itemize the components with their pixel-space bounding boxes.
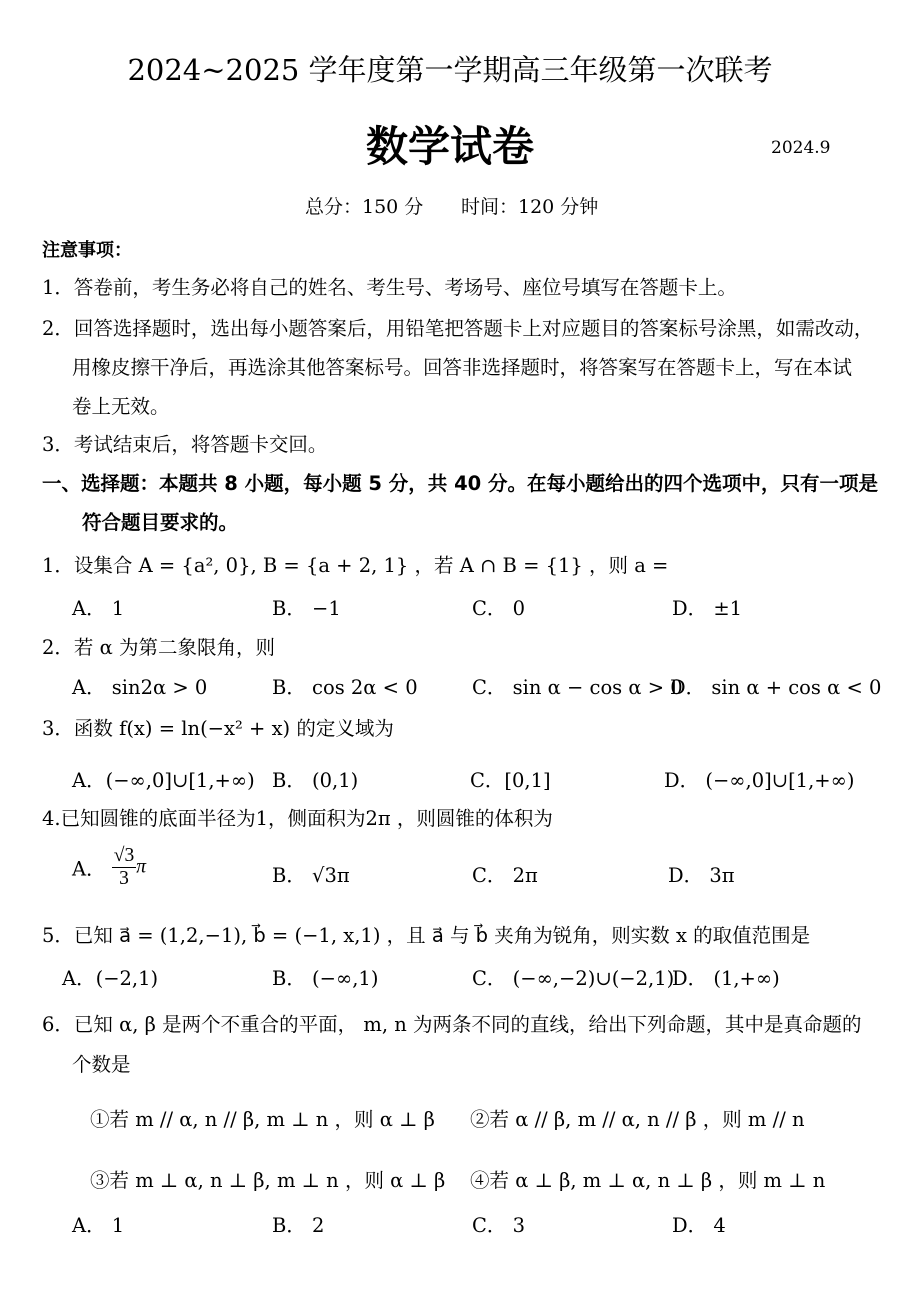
- question-2-option-c: C． sin α − cos α > 0: [472, 676, 683, 699]
- question-4-option-b: B． √3π: [272, 864, 350, 887]
- question-4-option-c: C． 2π: [472, 864, 538, 887]
- note-1: 1．答卷前，考生务必将自己的姓名、考生号、考场号、座位号填写在答题卡上。: [42, 276, 737, 299]
- question-5-option-d: D． (1,+∞): [672, 967, 780, 990]
- question-6-option-c: C． 3: [472, 1214, 526, 1237]
- fraction-numerator: √3: [113, 845, 135, 866]
- question-1-stem: 1．设集合 A = {a², 0}, B = {a + 2, 1} ，若 A ∩ B = {1} ，则 a =: [42, 554, 669, 577]
- exam-title: 2024~2025 学年度第一学期高三年级第一次联考: [127, 53, 773, 87]
- question-5-option-b: B． (−∞,1): [272, 967, 379, 990]
- section-heading-line-2: 符合题目要求的。: [82, 511, 239, 534]
- note-2-line-3: 卷上无效。: [72, 395, 170, 418]
- question-2-stem: 2．若 α 为第二象限角，则: [42, 636, 275, 659]
- question-3-option-a: A．(−∞,0]∪[1,+∞): [72, 769, 255, 792]
- question-3-option-d: D． (−∞,0]∪[1,+∞): [664, 769, 855, 792]
- question-6-proposition-1: ①若 m // α, n // β, m ⊥ n ，则 α ⊥ β: [90, 1108, 435, 1131]
- question-4-option-d: D． 3π: [668, 864, 735, 887]
- question-6-option-b: B． 2: [272, 1214, 325, 1237]
- fraction-denominator: 3: [119, 868, 129, 889]
- question-4-option-a: [72, 845, 146, 890]
- question-6-option-a: A． 1: [72, 1214, 125, 1237]
- question-6-stem-line-1: 6．已知 α, β 是两个不重合的平面， m, n 为两条不同的直线，给出下列命题，其中是真命题的: [42, 1013, 862, 1036]
- question-1-option-c: C． 0: [472, 597, 526, 620]
- question-2-option-d: D． sin α + cos α < 0: [670, 676, 882, 699]
- question-3-option-c: C．[0,1]: [470, 769, 551, 792]
- question-3-stem: 3．函数 f(x) = ln(−x² + x) 的定义域为: [42, 717, 394, 740]
- question-3-option-b: B． (0,1): [272, 769, 359, 792]
- question-2-option-a: A． sin2α > 0: [72, 676, 208, 699]
- note-2-line-2: 用橡皮擦干净后，再选涂其他答案标号。回答非选择题时，将答案写在答题卡上，写在本试: [72, 356, 853, 379]
- question-6-proposition-3: ③若 m ⊥ α, n ⊥ β, m ⊥ n ，则 α ⊥ β: [90, 1169, 446, 1192]
- note-2-line-1: 2．回答选择题时，选出每小题答案后，用铅笔把答题卡上对应题目的答案标号涂黑，如需改动，: [42, 317, 874, 340]
- total-score: 总分：150 分: [305, 196, 424, 218]
- section-heading-line-1: 一、选择题：本题共 8 小题，每小题 5 分，共 40 分。在每小题给出的四个选项中，只有一项是: [42, 472, 879, 495]
- question-6-proposition-2: ②若 α // β, m // α, n // β ，则 m // n: [470, 1108, 805, 1131]
- notes-heading: 注意事项：: [42, 240, 132, 261]
- question-5-option-a: A．(−2,1): [62, 967, 159, 990]
- note-3: 3．考试结束后，将答题卡交回。: [42, 433, 328, 456]
- question-4-stem: 4.已知圆锥的底面半径为1，侧面积为2π ，则圆锥的体积为: [42, 807, 553, 830]
- question-4-option-a-label: A．: [72, 857, 106, 881]
- exam-date: 2024.9: [771, 138, 831, 158]
- question-5-option-c: C． (−∞,−2)∪(−2,1): [472, 967, 675, 990]
- question-6-stem-line-2: 个数是: [72, 1053, 131, 1076]
- question-2-option-b: B． cos 2α < 0: [272, 676, 418, 699]
- question-4-option-a-pi: π: [136, 856, 147, 878]
- question-4-option-a-fraction: [112, 845, 136, 890]
- question-1-option-b: B． −1: [272, 597, 341, 620]
- question-6-proposition-4: ④若 α ⊥ β, m ⊥ α, n ⊥ β ，则 m ⊥ n: [470, 1169, 826, 1192]
- question-6-option-d: D． 4: [672, 1214, 726, 1237]
- subject-title: 数学试卷: [365, 122, 534, 171]
- question-1-option-a: A． 1: [72, 597, 125, 620]
- question-1-option-d: D． ±1: [672, 597, 743, 620]
- question-5-stem: 5．已知 a⃗ = (1,2,−1), b⃗ = (−1, x,1) ，且 a⃗ 与 b⃗ 夹角为锐角，则实数 x 的取值范围是: [42, 924, 811, 947]
- exam-time: 时间：120 分钟: [461, 196, 599, 218]
